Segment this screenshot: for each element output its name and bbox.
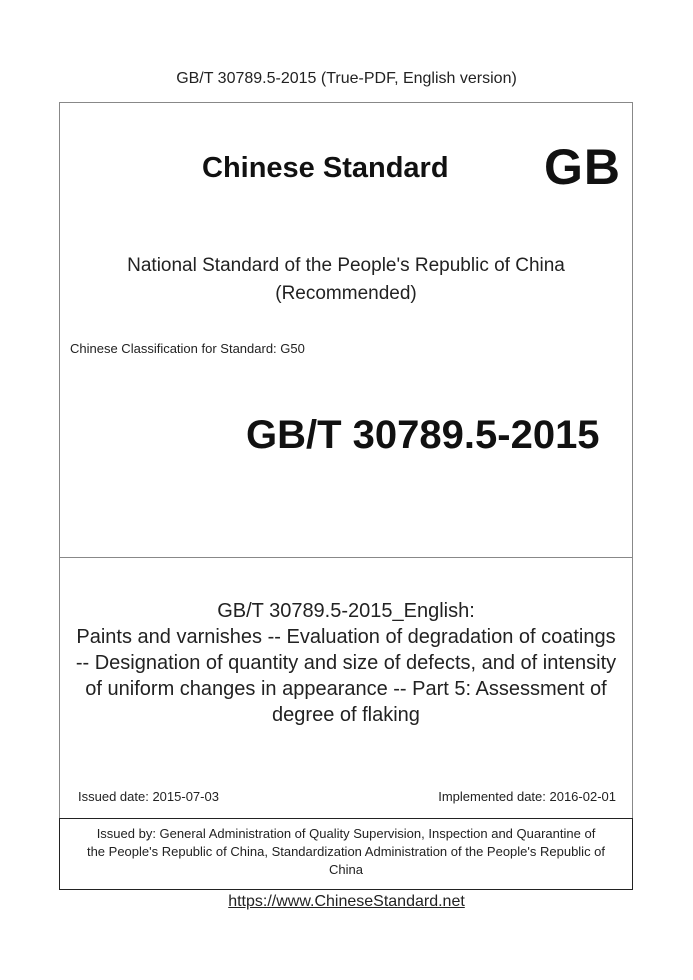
english-title-line: GB/T 30789.5-2015_English: [217,600,475,622]
standard-number: GB/T 30789.5-2015 [246,413,600,457]
classification-text: Chinese Classification for Standard: G50 [70,341,305,356]
english-title-line: -- Designation of quantity and size of defects, and of intensity [75,652,617,674]
english-title-line: of uniform changes in appearance -- Part 5: Assessment of [85,678,607,700]
website-link[interactable]: https://www.ChineseStandard.net [228,893,465,910]
english-title-line: degree of flaking [272,704,420,726]
issuer-line: the People's Republic of China, Standardization Administration of the People's Republic of [86,844,606,859]
national-title-line: National Standard of the People's Republic of China [127,255,565,276]
gb-mark: GB [544,139,621,195]
document-header-title: GB/T 30789.5-2015 (True-PDF, English version) [176,70,517,87]
issuer-line: Issued by: General Administration of Quality Supervision, Inspection and Quarantine of [96,826,596,841]
issuer-box [59,818,633,890]
standard-label: Chinese Standard [202,152,449,184]
national-title-line: (Recommended) [275,283,417,304]
national-title [60,252,632,308]
implemented-date: Implemented date: 2016-02-01 [438,789,616,804]
english-title-line: Paints and varnishes -- Evaluation of degradation of coatings [76,626,616,648]
issued-date: Issued date: 2015-07-03 [78,789,219,804]
english-title [60,598,632,728]
issuer-line: China [329,862,363,877]
